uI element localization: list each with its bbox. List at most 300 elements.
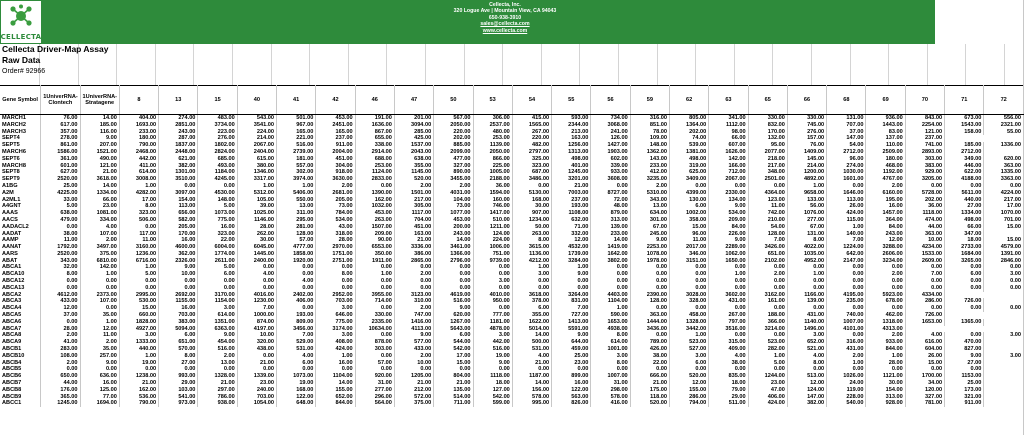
value-cell: 0.00 [316, 278, 355, 285]
value-cell: 122.00 [277, 394, 316, 401]
table-row [0, 346, 1024, 353]
value-cell: 0.00 [591, 183, 630, 190]
value-cell: 1.00 [119, 353, 158, 360]
value-cell: 2952.00 [316, 292, 355, 299]
value-cell: 128.00 [748, 230, 787, 237]
value-cell: 703.00 [159, 312, 198, 319]
value-cell: 214.00 [237, 135, 276, 142]
value-cell: 8727.00 [591, 190, 630, 197]
value-cell: 4612.00 [41, 292, 80, 299]
grid-column-line [812, 44, 851, 85]
value-cell: 1146.00 [237, 217, 276, 224]
value-cell: 831.00 [552, 298, 591, 305]
gene-symbol-cell: AACS [0, 217, 41, 224]
value-cell: 4282.00 [119, 190, 158, 197]
value-cell: 0.00 [984, 278, 1024, 285]
value-cell: 221.00 [277, 135, 316, 142]
value-cell: 107.00 [80, 230, 119, 237]
value-cell: 6004.00 [198, 244, 237, 251]
gene-symbol-cell: ABCA4 [0, 305, 41, 312]
value-cell: 1333.00 [119, 339, 158, 346]
value-cell: 0.00 [630, 264, 669, 271]
value-cell: 188.00 [748, 312, 787, 319]
value-cell: 404.00 [119, 115, 158, 122]
value-cell: 320.00 [237, 339, 276, 346]
table-row [0, 258, 1024, 265]
value-cell: 2.00 [827, 353, 866, 360]
value-cell: 128.00 [630, 298, 669, 305]
value-cell: 1693.00 [119, 122, 158, 129]
value-cell: 9.00 [80, 360, 119, 367]
value-cell: 253.00 [355, 162, 394, 169]
value-cell: 305.00 [394, 203, 433, 210]
value-cell: 113.00 [159, 203, 198, 210]
gene-symbol-cell: ABCB8 [0, 387, 41, 394]
value-cell: 1200.00 [787, 169, 826, 176]
value-cell: 38.00 [630, 353, 669, 360]
value-cell: 0.00 [237, 285, 276, 292]
value-cell: 15.00 [434, 360, 473, 367]
value-cell: 382.00 [787, 400, 826, 407]
value-cell: 161.00 [748, 298, 787, 305]
value-cell: 31.00 [355, 380, 394, 387]
value-cell: 0.00 [355, 332, 394, 339]
table-row [0, 292, 1024, 299]
value-cell: 14.00 [434, 237, 473, 244]
value-cell: 125.00 [80, 387, 119, 394]
value-cell: 341.00 [709, 115, 748, 122]
value-cell: 113.00 [827, 196, 866, 203]
value-cell: 1245.00 [552, 169, 591, 176]
value-cell: 43.00 [316, 224, 355, 231]
value-cell: 357.00 [41, 129, 80, 136]
value-cell: 4600.00 [159, 244, 198, 251]
value-cell: 4952.00 [787, 258, 826, 265]
value-cell: 620.00 [984, 156, 1024, 163]
value-cell: 4101.00 [827, 326, 866, 333]
value-cell: 8.00 [787, 360, 826, 367]
value-cell: 454.00 [198, 339, 237, 346]
table-row [0, 264, 1024, 271]
value-cell: 483.00 [198, 115, 237, 122]
value-cell: 1586.00 [41, 149, 80, 156]
value-cell: 424.00 [316, 346, 355, 353]
value-cell: 3409.00 [669, 176, 708, 183]
value-cell: 315.00 [709, 339, 748, 346]
value-cell: 0.00 [473, 271, 512, 278]
value-cell: 1007.00 [591, 373, 630, 380]
column-header: 53 [473, 86, 512, 115]
value-cell: 1076.00 [787, 210, 826, 217]
value-cell: 453.00 [316, 115, 355, 122]
value-cell: 1457.00 [866, 210, 905, 217]
value-cell: 1496.00 [787, 326, 826, 333]
value-cell: 0.00 [787, 285, 826, 292]
value-cell: 3436.00 [630, 326, 669, 333]
value-cell: 1136.00 [512, 251, 551, 258]
value-cell: 809.00 [277, 319, 316, 326]
value-cell: 4399.00 [669, 190, 708, 197]
value-cell: 22.00 [198, 237, 237, 244]
value-cell: 55.00 [984, 129, 1024, 136]
value-cell: 361.00 [41, 156, 80, 163]
value-cell: 131.00 [827, 115, 866, 122]
gene-symbol-cell: ABCB1 [0, 346, 41, 353]
value-cell: 263.00 [512, 230, 551, 237]
value-cell: 634.00 [630, 210, 669, 217]
value-cell: 4.00 [277, 278, 316, 285]
value-cell: 39.00 [237, 203, 276, 210]
value-cell: 0.00 [434, 271, 473, 278]
value-cell: 13.00 [277, 203, 316, 210]
value-cell: 347.00 [945, 230, 984, 237]
value-cell: 5014.00 [512, 326, 551, 333]
report-title: Cellecta Driver-Map Assay [2, 44, 109, 54]
value-cell: 73.00 [434, 203, 473, 210]
table-row [0, 196, 1024, 203]
value-cell: 0.00 [237, 278, 276, 285]
gene-symbol-cell: ABCA12 [0, 278, 41, 285]
value-cell: 874.00 [237, 319, 276, 326]
grid-column-line [349, 44, 388, 85]
table-header-row [0, 86, 1024, 115]
value-cell: 4403.00 [591, 292, 630, 299]
value-cell: 14.00 [512, 380, 551, 387]
value-cell: 1533.00 [905, 251, 944, 258]
value-cell: 383.00 [905, 162, 944, 169]
value-cell: 530.00 [119, 298, 158, 305]
value-cell: 907.00 [512, 210, 551, 217]
value-cell: 416.00 [591, 400, 630, 407]
value-cell: 2326.00 [159, 258, 198, 265]
value-cell: 205.00 [316, 196, 355, 203]
value-cell: 1594.00 [473, 190, 512, 197]
value-cell: 1073.00 [277, 373, 316, 380]
value-cell: 516.00 [434, 298, 473, 305]
value-cell: 0.00 [198, 285, 237, 292]
value-cell: 5923.00 [866, 292, 905, 299]
table-row [0, 169, 1024, 176]
value-cell: 0.00 [552, 278, 591, 285]
value-cell: 56.00 [787, 203, 826, 210]
table-row [0, 366, 1024, 373]
value-cell: 287.00 [159, 135, 198, 142]
value-cell: 1124.00 [355, 169, 394, 176]
value-cell: 652.00 [787, 339, 826, 346]
value-cell: 160.00 [473, 196, 512, 203]
value-cell: 3461.00 [434, 244, 473, 251]
value-cell: 0.00 [669, 183, 708, 190]
value-cell: 415.00 [512, 115, 551, 122]
value-cell: 168.00 [277, 387, 316, 394]
value-cell: 0.00 [984, 285, 1024, 292]
value-cell: 1118.00 [473, 373, 512, 380]
value-cell: 0.00 [630, 271, 669, 278]
value-cell: 1.00 [787, 183, 826, 190]
value-cell: 6.00 [198, 271, 237, 278]
value-cell: 1646.00 [827, 190, 866, 197]
value-cell: 1694.00 [80, 400, 119, 407]
value-cell: 176.00 [41, 387, 80, 394]
value-cell: 1.00 [277, 183, 316, 190]
value-cell: 1365.00 [945, 319, 984, 326]
value-cell: 10.00 [159, 271, 198, 278]
gene-symbol-cell: SEPT4 [0, 135, 41, 142]
value-cell: 0.00 [945, 278, 984, 285]
value-cell: 0.00 [198, 366, 237, 373]
value-cell: 777.00 [473, 312, 512, 319]
value-cell: 0.00 [945, 332, 984, 339]
value-cell: 1145.00 [394, 169, 433, 176]
value-cell: 0.00 [827, 305, 866, 312]
value-cell: 866.00 [473, 156, 512, 163]
value-cell: 7.00 [552, 305, 591, 312]
value-cell: 1224.00 [827, 244, 866, 251]
grid-column-line [117, 44, 156, 85]
value-cell: 2692.00 [159, 292, 198, 299]
value-cell: 440.00 [119, 346, 158, 353]
value-cell: 578.00 [591, 394, 630, 401]
value-cell: 2611.00 [198, 258, 237, 265]
value-cell: 73.00 [316, 203, 355, 210]
column-header: 62 [669, 86, 708, 115]
value-cell: 0.00 [827, 271, 866, 278]
value-cell: 327.00 [905, 394, 944, 401]
value-cell: 140.00 [827, 230, 866, 237]
value-cell: 209.00 [709, 217, 748, 224]
value-cell: 9.00 [80, 135, 119, 142]
value-cell: 118.00 [630, 394, 669, 401]
value-cell: 0.00 [827, 285, 866, 292]
value-cell: 995.00 [512, 400, 551, 407]
value-cell: 1911.00 [355, 258, 394, 265]
table-row [0, 271, 1024, 278]
value-cell: 78.00 [630, 129, 669, 136]
value-cell: 4.00 [512, 353, 551, 360]
gene-symbol-cell: ABCB7 [0, 380, 41, 387]
value-cell: 1501.00 [394, 190, 433, 197]
table-row [0, 278, 1024, 285]
value-cell: 2.00 [394, 183, 433, 190]
column-header: 68 [827, 86, 866, 115]
value-cell: 0.00 [748, 366, 787, 373]
value-cell: 616.00 [905, 339, 944, 346]
value-cell: 1802.00 [198, 142, 237, 149]
value-cell: 0.00 [237, 366, 276, 373]
value-cell: 431.00 [827, 346, 866, 353]
value-cell: 1739.00 [552, 251, 591, 258]
value-cell: 330.00 [355, 312, 394, 319]
value-cell: 110.00 [866, 142, 905, 149]
table-row [0, 394, 1024, 401]
table-row [0, 142, 1024, 149]
value-cell: 15.00 [984, 237, 1024, 244]
table-row [0, 251, 1024, 258]
value-cell: 0.00 [41, 285, 80, 292]
value-cell: 431.00 [709, 298, 748, 305]
value-cell: 12.00 [552, 237, 591, 244]
value-cell: 734.00 [591, 115, 630, 122]
value-cell: 301.00 [630, 217, 669, 224]
value-cell: 237.00 [552, 196, 591, 203]
value-cell: 751.00 [473, 251, 512, 258]
value-cell: 162.00 [119, 387, 158, 394]
value-cell: 16.00 [552, 380, 591, 387]
value-cell: 16.00 [159, 305, 198, 312]
value-cell: 2344.00 [552, 122, 591, 129]
value-cell: 1313.00 [552, 149, 591, 156]
value-cell: 0.00 [512, 183, 551, 190]
value-cell: 123.00 [748, 196, 787, 203]
value-cell: 0.00 [473, 285, 512, 292]
value-cell: 296.00 [355, 394, 394, 401]
column-header: Gene Symbol [0, 86, 41, 115]
value-cell: 4892.00 [787, 176, 826, 183]
value-cell: 105.00 [237, 196, 276, 203]
value-cell: 21.00 [80, 169, 119, 176]
value-cell: 346.00 [669, 251, 708, 258]
column-header: 65 [748, 86, 787, 115]
value-cell: 355.00 [394, 162, 433, 169]
value-cell: 283.00 [41, 346, 80, 353]
value-cell: 0.00 [827, 264, 866, 271]
company-website-link[interactable]: www.cellecta.com [482, 27, 528, 34]
value-cell: 1445.00 [237, 251, 276, 258]
value-cell: 3123.00 [394, 292, 433, 299]
value-cell: 1334.00 [80, 190, 119, 197]
value-cell: 2253.00 [630, 244, 669, 251]
value-cell: 3.00 [119, 332, 158, 339]
value-cell: 375.00 [394, 400, 433, 407]
value-cell: 2402.00 [277, 292, 316, 299]
value-cell: 541.00 [159, 394, 198, 401]
value-cell: 599.00 [473, 400, 512, 407]
value-cell: 14.00 [80, 183, 119, 190]
value-cell: 132.00 [748, 135, 787, 142]
gene-symbol-cell: ABCA7 [0, 326, 41, 333]
value-cell: 2067.00 [709, 176, 748, 183]
value-cell: 6.00 [669, 360, 708, 367]
value-cell: 446.00 [945, 162, 984, 169]
column-header: 46 [355, 86, 394, 115]
value-cell: 298.00 [591, 387, 630, 394]
value-cell: 4313.00 [866, 326, 905, 333]
value-cell: 1858.00 [277, 251, 316, 258]
value-cell: 3008.00 [119, 176, 158, 183]
value-cell: 498.00 [552, 156, 591, 163]
value-cell: 406.00 [748, 394, 787, 401]
value-cell: 386.00 [394, 251, 433, 258]
value-cell: 286.00 [669, 394, 708, 401]
value-cell: 181.00 [277, 156, 316, 163]
value-cell: 311.00 [277, 210, 316, 217]
value-cell: 8.00 [159, 353, 198, 360]
value-cell: 243.00 [159, 129, 198, 136]
value-cell: 12.00 [80, 326, 119, 333]
value-cell: 1328.00 [669, 319, 708, 326]
value-cell: 536.00 [119, 394, 158, 401]
value-cell: 2509.00 [866, 149, 905, 156]
value-cell: 166.00 [709, 162, 748, 169]
value-cell: 712.00 [709, 169, 748, 176]
value-cell: 131.00 [787, 230, 826, 237]
value-cell: 71.00 [552, 224, 591, 231]
value-cell: 13.00 [630, 203, 669, 210]
value-cell: 1.00 [669, 332, 708, 339]
value-cell: 621.00 [159, 156, 198, 163]
value-cell: 2.00 [41, 360, 80, 367]
gene-symbol-cell: ABCB6 [0, 373, 41, 380]
value-cell: 26.00 [905, 353, 944, 360]
value-cell: 2330.00 [709, 190, 748, 197]
value-cell: 12.00 [787, 380, 826, 387]
value-cell: 1121.00 [866, 373, 905, 380]
value-cell: 201.00 [394, 115, 433, 122]
value-cell: 2.00 [41, 332, 80, 339]
value-cell: 1002.00 [669, 210, 708, 217]
value-cell: 281.00 [277, 224, 316, 231]
company-email-link[interactable]: sales@cellecta.com [480, 21, 530, 28]
value-cell: 135.00 [434, 387, 473, 394]
value-cell: 1366.00 [434, 251, 473, 258]
value-cell: 3363.00 [984, 176, 1024, 183]
grid-column-line [773, 44, 812, 85]
value-cell: 1.00 [119, 183, 158, 190]
value-cell: 11.00 [669, 237, 708, 244]
gene-symbol-cell: SEPT6 [0, 156, 41, 163]
value-cell: 212.00 [394, 387, 433, 394]
value-cell: 21.00 [434, 380, 473, 387]
value-cell: 899.00 [552, 373, 591, 380]
value-cell: 0.00 [277, 271, 316, 278]
value-cell: 3615.00 [512, 244, 551, 251]
value-cell: 1187.00 [512, 373, 551, 380]
value-cell: 442.00 [473, 339, 512, 346]
value-cell: 286.00 [905, 298, 944, 305]
column-header: 59 [630, 86, 669, 115]
value-cell: 0.00 [630, 278, 669, 285]
value-cell: 4.00 [80, 224, 119, 231]
value-cell: 23.00 [237, 380, 276, 387]
value-cell: 3097.00 [159, 190, 198, 197]
value-cell: 5406.00 [277, 190, 316, 197]
value-cell: 209.00 [355, 230, 394, 237]
value-cell: 330.00 [787, 115, 826, 122]
value-cell: 253.00 [473, 135, 512, 142]
table-row [0, 162, 1024, 169]
value-cell: 29.00 [159, 380, 198, 387]
value-cell: 36.00 [905, 203, 944, 210]
value-cell: 233.00 [630, 162, 669, 169]
value-cell: 918.00 [316, 169, 355, 176]
value-cell: 0.00 [748, 183, 787, 190]
value-cell: 636.00 [80, 373, 119, 380]
grid-column-line [233, 44, 272, 85]
grid-column-line [619, 44, 658, 85]
value-cell: 0.00 [591, 264, 630, 271]
value-cell: 1062.00 [709, 251, 748, 258]
value-cell: 1153.00 [945, 373, 984, 380]
value-cell: 2.00 [434, 183, 473, 190]
value-cell: 363.00 [630, 312, 669, 319]
value-cell: 191.00 [355, 115, 394, 122]
value-cell: 614.00 [591, 339, 630, 346]
value-cell: 8.00 [787, 237, 826, 244]
value-cell: 15.00 [905, 360, 944, 367]
value-cell: 96.00 [669, 230, 708, 237]
value-cell: 193.00 [552, 203, 591, 210]
value-cell: 1245.00 [41, 400, 80, 407]
